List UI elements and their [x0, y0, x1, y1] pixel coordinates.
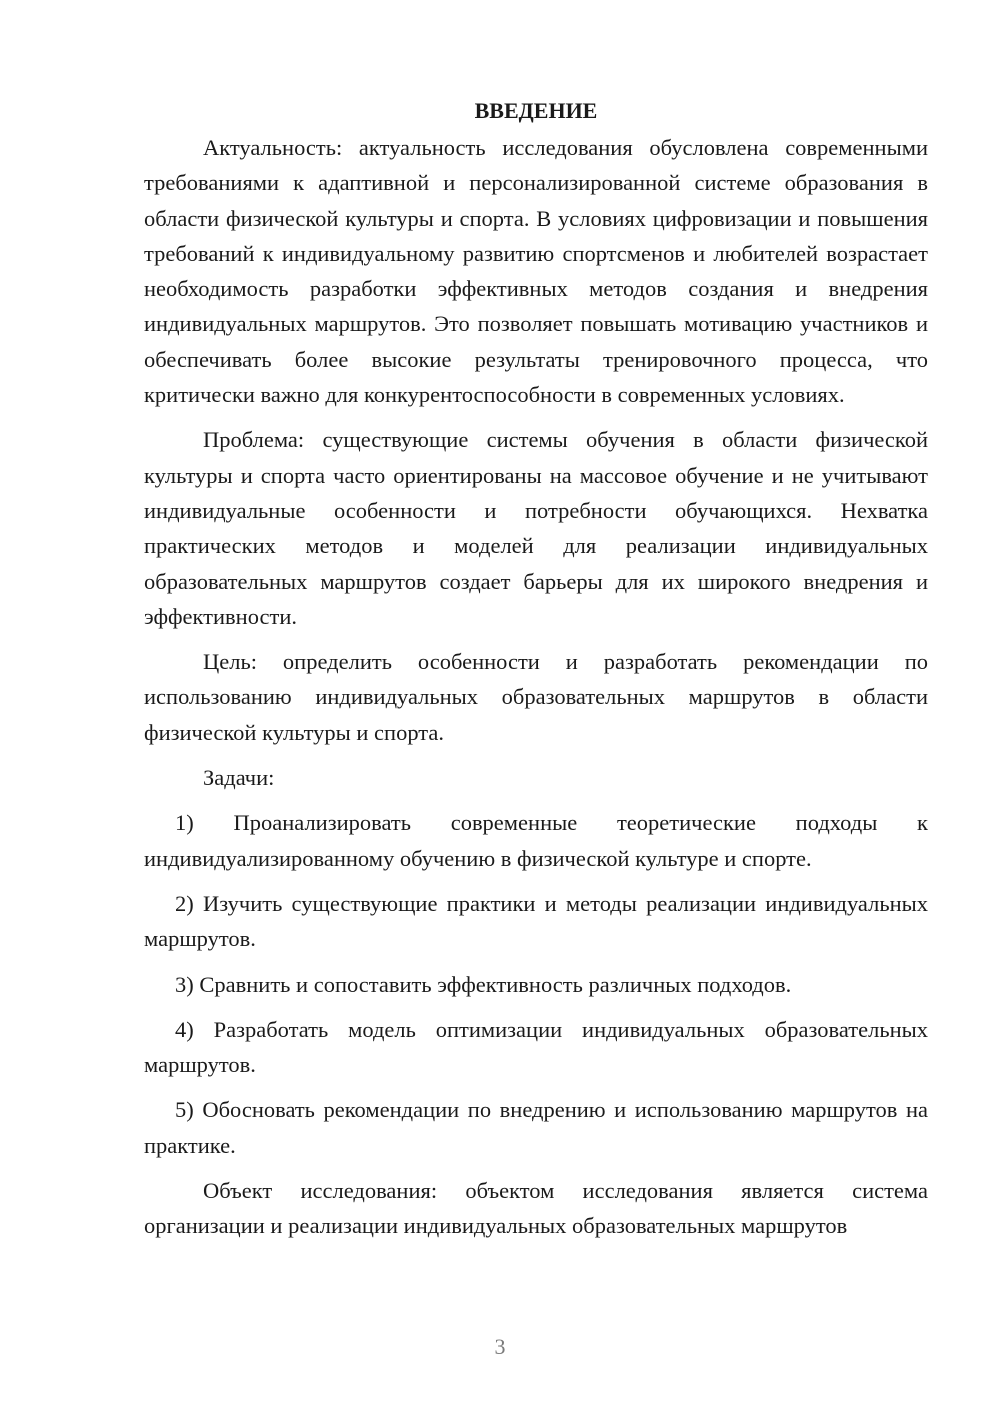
task-item-2: 2) Изучить существующие практики и методы реализации индивидуальных маршрутов. [144, 890, 928, 952]
document-body [144, 96, 928, 1254]
paragraph-relevance: Актуальность: актуальность исследования обусловлена современными требованиями к адаптивной и персонализированной системе образования в области физической культуры и спорта. В условиях цифровизации и повышения требований к индивидуальному развитию спортсменов и любителей возрастает необходимость разработки эффективных методов создания и внедрения индивидуальных маршрутов. Это позволяет повышать мотивацию участников и обеспечивать более высокие результаты тренировочного процесса, что критически важно для конкурентоспособности в современных условиях. [144, 135, 928, 408]
page-title: ВВЕДЕНИЕ [474, 98, 598, 123]
paragraph-object: Объект исследования: объектом исследования является система организации и реализации индивидуальных образовательных маршрутов [144, 1178, 928, 1239]
task-item-5: 5) Обосновать рекомендации по внедрению и использованию маршрутов на практике. [144, 1097, 928, 1158]
page-number: 3 [494, 1334, 506, 1359]
tasks-heading: Задачи: [203, 765, 275, 791]
paragraph-problem: Проблема: существующие системы обучения в области физической культуры и спорта часто ориентированы на массовое обучение и не учитывают индивидуальные особенности и потребности обучающихся. Нехватка практических методов и моделей для реализации индивидуальных образовательных маршрутов создает барьеры для их широкого внедрения и эффективности. [144, 427, 928, 629]
task-item-4: 4) Разработать модель оптимизации индивидуальных образовательных маршрутов. [144, 1016, 928, 1078]
task-item-1: 1) Проанализировать современные теоретические подходы к индивидуализированному обучению в физической культуре и спорте. [144, 810, 928, 871]
task-item-3: 3) Сравнить и сопоставить эффективность различных подходов. [175, 971, 792, 997]
paragraph-goal: Цель: определить особенности и разработать рекомендации по использованию индивидуальных образовательных маршрутов в области физической культуры и спорта. [144, 649, 928, 745]
